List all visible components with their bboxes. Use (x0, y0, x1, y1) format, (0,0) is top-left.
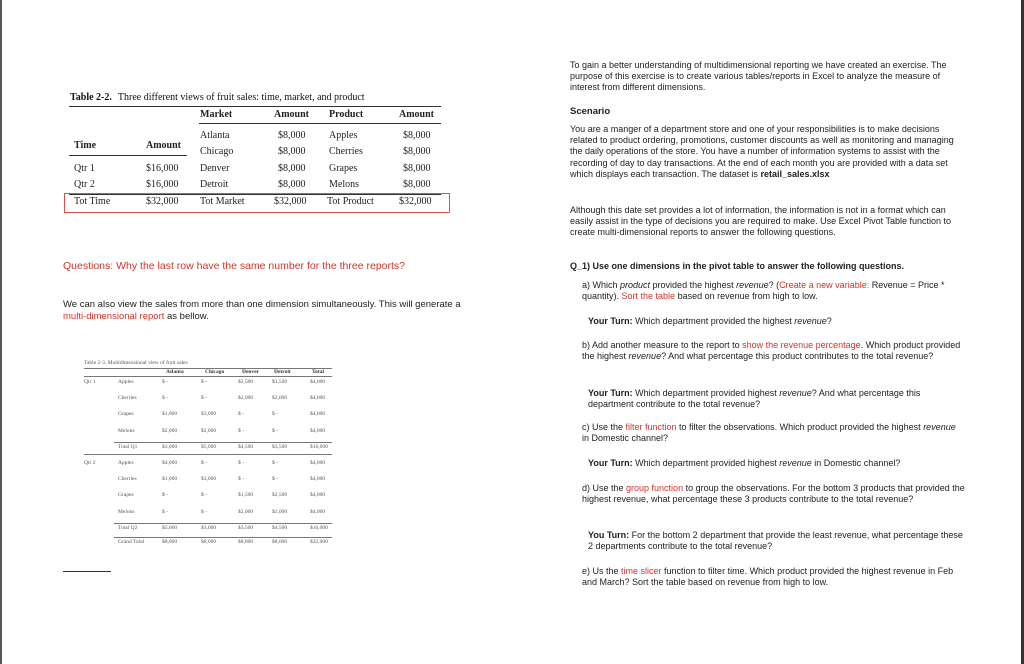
value-cell: $ - (238, 460, 244, 466)
header-market: Market (200, 109, 233, 120)
value-cell: $ - (272, 427, 278, 434)
row4-time: Qtr 2 (74, 179, 95, 190)
row4-amount-1: $16,000 (146, 179, 179, 190)
table22-caption: Table 2-2. Three different views of fruit sales: time, market, and product (70, 92, 365, 103)
total-row-highlight (64, 193, 450, 213)
exercise-intro: To gain a better understanding of multidimensional reporting we have created an exercise. The purpose of this exercise is to create various tables/reports in Excel to analyze the measure of interest from different dimensions. (570, 60, 947, 93)
value-cell: $4,000 (310, 379, 326, 385)
value-cell: $ - (162, 379, 168, 385)
grand-total-rule (114, 537, 332, 538)
page-border-left (0, 0, 2, 664)
question-a: a) Which product provided the highest revenue? (Create a new variable: Revenue = Price * quantity). Sort the table based on revenue from high to low. (582, 280, 945, 302)
value-cell: $ - (272, 460, 278, 466)
your-turn-a: Your Turn: Which department provided the highest revenue? (588, 316, 832, 326)
row-label: Melons (118, 427, 135, 434)
value-cell: $1,000 (162, 476, 178, 483)
subtotal-rule (114, 442, 332, 443)
value-cell: $ - (201, 379, 207, 385)
value-cell: $ - (201, 508, 207, 515)
value-cell: $ - (238, 411, 244, 418)
value-cell: $3,000 (201, 476, 217, 483)
value-cell: $ - (162, 395, 168, 402)
grand-total-value: $8,000 (272, 539, 288, 545)
header-amount-3: Amount (399, 109, 435, 120)
question-e: e) Us the time slicer function to filter time. Which product provided the highest revenue in Feb and March? Sort the table based on revenue from high to low. (582, 566, 954, 588)
value-cell: $1,000 (162, 411, 178, 418)
total-amount-1: $32,000 (146, 196, 179, 207)
col-detroit: Detroit (274, 369, 291, 375)
value-cell: $5,000 (162, 524, 178, 531)
value-cell: $4,000 (162, 460, 178, 466)
row1-amount-2: $8,000 (278, 130, 306, 141)
header-product: Product (329, 109, 364, 120)
row3-amount-2: $8,000 (278, 163, 306, 174)
row3-amount-3: $8,000 (403, 163, 431, 174)
value-cell: $16,000 (310, 443, 328, 450)
row3-market: Denver (200, 163, 230, 174)
row2-amount-2: $8,000 (278, 146, 306, 157)
row4-market: Detroit (200, 179, 229, 190)
value-cell: $4,000 (310, 492, 326, 499)
scenario-heading: Scenario (570, 106, 611, 117)
value-cell: $4,000 (310, 508, 326, 515)
value-cell: $ - (201, 395, 207, 402)
row4-product: Melons (329, 179, 359, 190)
row-label: Melons (118, 508, 135, 515)
value-cell: $3,000 (162, 443, 178, 450)
subtotal-rule (114, 523, 332, 524)
value-cell: $5,000 (201, 443, 217, 450)
value-cell: $ - (272, 411, 278, 418)
question-d: d) Use the group function to group the observations. For the bottom 3 products that provided the highest revenue, what percentage these 3 products contribute to the total revenue? (582, 483, 965, 505)
col-total: Total (312, 369, 325, 375)
grand-total-value: $8,000 (201, 539, 217, 545)
value-cell: $4,000 (310, 476, 326, 483)
underline-mark (63, 571, 111, 572)
question-c: c) Use the filter function to filter the observations. Which product provided the highest revenue in Domestic channel? (582, 422, 956, 444)
value-cell: $2,000 (272, 508, 288, 515)
value-cell: $ - (162, 492, 168, 499)
grand-total-value: $32,000 (310, 539, 328, 545)
value-cell: $3,000 (201, 524, 217, 531)
value-cell: $4,500 (238, 443, 254, 450)
value-cell: $4,500 (272, 524, 288, 531)
row-label: Total Q2 (118, 524, 138, 531)
total-product: Tot Product (327, 196, 374, 207)
value-cell: $4,000 (310, 411, 326, 418)
total-amount-2: $32,000 (274, 196, 307, 207)
col-chicago: Chicago (205, 369, 225, 375)
scenario-text: You are a manger of a department store and one of your responsibilities is to make decisions related to product ordering, promotions, customer discounts as well as monitoring and managing the daily operations of the store. You have a number of information systems to assist with the recording of day to day transactions. At the end of each month you are provided with a data set which displays each transaction. The dataset is retail_sales.xlsx (570, 124, 954, 179)
your-turn-d: You Turn: For the bottom 2 department that provide the least revenue, what percentage these 2 departments contribute to the total revenue? (588, 530, 963, 552)
value-cell: $3,500 (238, 524, 254, 531)
your-turn-c: Your Turn: Which department provided highest revenue in Domestic channel? (588, 458, 901, 468)
row4-amount-2: $8,000 (278, 179, 306, 190)
qtr-label: Qtr 2 (84, 460, 96, 466)
your-turn-b: Your Turn: Which department provided highest revenue? And what percentage this department contribute to the total revenue? (588, 388, 921, 410)
value-cell: $ - (201, 460, 207, 466)
question-text: Questions: Why the last row have the same number for the three reports? (63, 260, 405, 272)
table23 (84, 360, 444, 570)
row3-product: Grapes (329, 163, 358, 174)
row-label: Grapes (118, 411, 134, 418)
header-time: Time (74, 140, 97, 151)
header-amount-1: Amount (146, 140, 182, 151)
value-cell: $ - (272, 476, 278, 483)
grand-total-value: $8,000 (162, 539, 178, 545)
value-cell: $4,000 (310, 460, 326, 466)
total-amount-3: $32,000 (399, 196, 432, 207)
value-cell: $2,000 (272, 395, 288, 402)
qtr-label: Qtr 1 (84, 379, 96, 385)
row4-amount-3: $8,000 (403, 179, 431, 190)
value-cell: $ - (238, 427, 244, 434)
value-cell: $2,000 (162, 427, 178, 434)
row3-amount-1: $16,000 (146, 163, 179, 174)
value-cell: $3,500 (272, 443, 288, 450)
question-b: b) Add another measure to the report to show the revenue percentage. Which product provided the highest revenue? And what percentage this product contributes to the total revenue? (582, 340, 961, 362)
row2-market: Chicago (200, 146, 234, 157)
grand-total-label: Grand Total (118, 539, 145, 545)
row2-product: Cherries (329, 146, 363, 157)
row-label: Grapes (118, 492, 134, 499)
header-amount-2: Amount (274, 109, 310, 120)
table23-caption: Table 2-3. Multidimensional view of fruit sales (84, 360, 188, 366)
row-label: Total Q1 (118, 443, 138, 450)
value-cell: $2,500 (238, 379, 254, 385)
row-label: Apples (118, 460, 134, 466)
value-cell: $1,500 (272, 379, 288, 385)
value-cell: $2,500 (272, 492, 288, 499)
q1-heading: Q_1) Use one dimensions in the pivot table to answer the following questions. (570, 261, 905, 271)
value-cell: $1,500 (238, 492, 254, 499)
value-cell: $2,000 (238, 508, 254, 515)
row1-market: Atlanta (200, 130, 230, 141)
value-cell: $2,000 (201, 427, 217, 434)
group-separator (84, 454, 332, 455)
grand-total-value: $8,000 (238, 539, 254, 545)
row1-product: Apples (329, 130, 358, 141)
total-market: Tot Market (200, 196, 245, 207)
value-cell: $ - (238, 476, 244, 483)
col-atlanta: Atlanta (166, 369, 184, 375)
value-cell: $2,000 (238, 395, 254, 402)
value-cell: $ - (162, 508, 168, 515)
row3-time: Qtr 1 (74, 163, 95, 174)
row-label: Cherries (118, 395, 137, 402)
value-cell: $4,000 (310, 427, 326, 434)
row2-amount-3: $8,000 (403, 146, 431, 157)
although-paragraph: Although this date set provides a lot of information, the information is not in a format which can easily assist in the type of decisions you are required to make. Use Excel Pivot Table function to create multi-dimensional reports to answer the following questions. (570, 205, 952, 238)
dataset-name: retail_sales.xlsx (760, 168, 830, 179)
intro-paragraph: We can also view the sales from more than one dimension simultaneously. This will generate a multi-dimensional report as bellow. (63, 299, 461, 322)
exercise-instructions (570, 60, 965, 620)
value-cell: $16,000 (310, 524, 328, 531)
col-denver: Denver (242, 369, 260, 375)
value-cell: $4,000 (310, 395, 326, 402)
multi-dimensional-link: multi-dimensional report (63, 311, 165, 322)
value-cell: $3,000 (201, 411, 217, 418)
row-label: Cherries (118, 476, 137, 483)
value-cell: $ - (201, 492, 207, 499)
row-label: Apples (118, 379, 134, 385)
total-time: Tot Time (74, 196, 111, 207)
row1-amount-3: $8,000 (403, 130, 431, 141)
